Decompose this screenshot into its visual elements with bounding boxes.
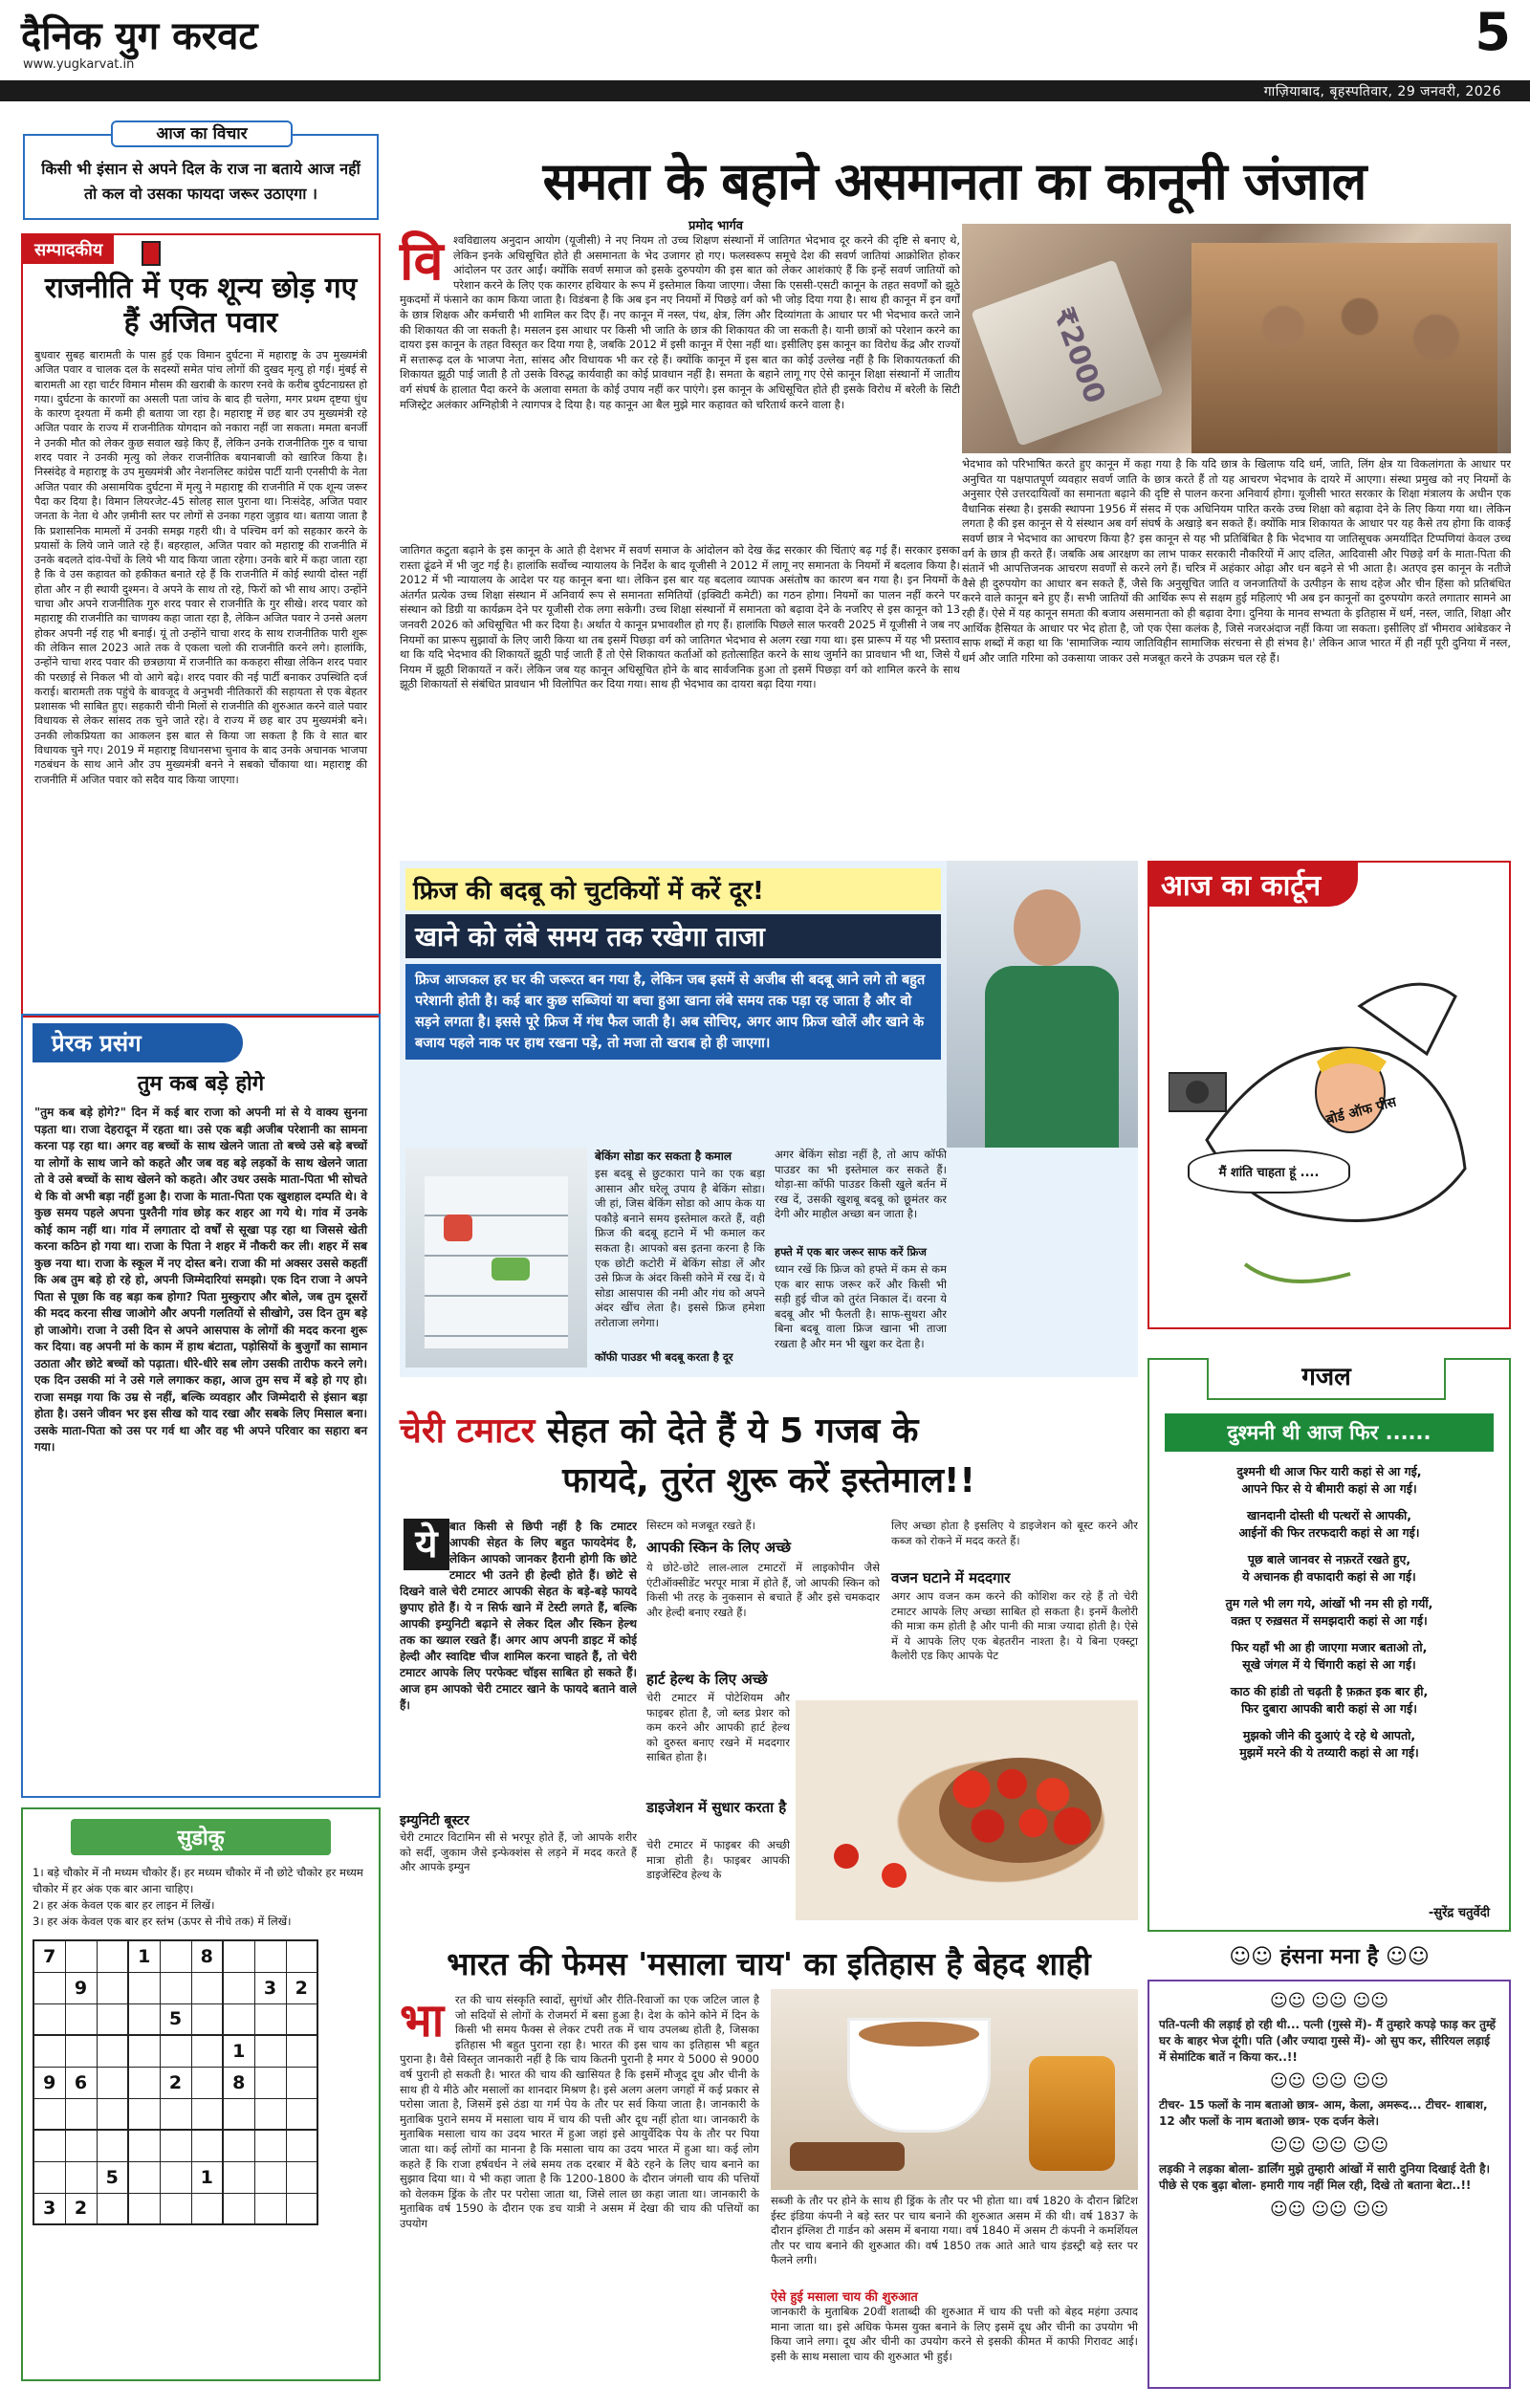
chai-col-2: सब्जी के तौर पर होने के साथ ही ड्रिंक के तौर पर भी होता था। वर्ष 1820 के दौरान ब्रिटिश ईस्ट इंडिया कंपनी ने बड़े स्तर पर चाय बनाने की शुरुआत असम में की थी। वर्ष 1837 के दौरान इंग्लिश टी गार्डन को असम में बनाया गया। वर्ष 1840 में असम टी कंपनी ने कमर्शियल तौर पर चाय बनाने की शुरुआत की। वर्ष 1850 तक आते आते चाय इंडस्ट्री बड़े स्तर पर फैलने लगी। bbox=[771, 2194, 1138, 2267]
sudoku-cell[interactable]: 1 bbox=[191, 2161, 223, 2193]
dove-wing bbox=[1360, 984, 1455, 1054]
sudoku-cell[interactable] bbox=[128, 2161, 160, 2193]
sudoku-cell[interactable]: 5 bbox=[97, 2161, 128, 2193]
fridge-sub-1: बेकिंग सोडा कर सकता है कमाल bbox=[595, 1149, 732, 1163]
sudoku-cell[interactable] bbox=[97, 2003, 128, 2035]
sudoku-cell[interactable] bbox=[286, 2161, 317, 2193]
main-headline: समता के बहाने असमानता का कानूनी जंजाल bbox=[542, 151, 1366, 211]
fridge-col-2: अगर बेकिंग सोडा नहीं है, तो आप कॉफी पाउडर का भी इस्तेमाल कर सकते हैं। थोड़ा-सा कॉफी पाउडर किसी खुले बर्तन में रख दें, उसकी खुशबू बदबू को छूमंतर कर देगी और माहौल अच्छा बन जाता है। bbox=[775, 1148, 947, 1221]
sudoku-cell[interactable] bbox=[160, 2098, 191, 2130]
sudoku-cell[interactable] bbox=[223, 2003, 254, 2035]
sudoku-cell[interactable] bbox=[128, 2193, 160, 2224]
ghazal-line: फिर यहाँ भी आ ही जाएगा मजार बताओ तो, bbox=[1231, 1640, 1428, 1654]
editorial-body: बुधवार सुबह बारामती के पास हुई एक विमान दुर्घटना में महाराष्ट्र के उप मुख्यमंत्री अजित पवार व चालक दल के सदस्यों समेत पांच लोगों की दुखद मृत्यु हो गई। मुंबई से बारामती आ रहा चार्टर विमान मौसम की खराबी के कारण रनवे के करीब दुर्घटनाग्रस्त हो गया। दुर्घटना के कारणों का असली पता जांच के बाद ही चलेगा, मगर प्रथम दृष्टया धुंध के कारण दृश्यता में कमी ही बताया जा रहा है। महाराष्ट्र में छह बार उप मुख्यमंत्री रहे अजित पवार के राज्य में राजनीतिक योगदान को नकारा नहीं जा सकता। ममता बनर्जी ने उनकी मौत को लेकर कुछ सवाल खड़े किए हैं, लेकिन उनके राजनीतिक गुरु व चाचा शरद पवार ने उनकी मृत्यु को लेकर राजनीतिक बयानबाजी को खारिज किया है। निस्संदेह वे महाराष्ट्र के उप मुख्यमंत्री और नेशनलिस्ट कांग्रेस पार्टी यानी एनसीपी के नेता अजित पवार की असामयिक दुर्घटना में मृत्यु ने महाराष्ट्र की राजनीति में एक शून्य जरूर पैदा कर दिया है। विमान लियरजेट-45 सोलह साल पुराना था। निःसंदेह, अजित पवार जनता के नेता थे और ज़मीनी स्तर पर लोगों से उनका गहरा जुड़ाव था। बताया जाता है कि प्रशासनिक मामलों में उनकी समझ गहरी थी। वे पश्चिम वर्ग को सहकार करने के प्रयासों के लिये जाने जाते रहे हैं। बहरहाल, अजित पवार को महाराष्ट्र की राजनीति में उनके बदलते दांव-पेचों के लिये भी याद किया जाता रहेगा। उनके बारे में कहा जाता रहा है कि वे उस कहावत को हकीकत बनाते रहे हैं कि राजनीति में कोई स्थायी दोस्त नहीं होता और न ही स्थायी दुश्मन। वे अपने के साथ तो रहे, फिरों को भी साथ आए। उन्होंने चाचा और अपने राजनीतिक गुरु शरद पवार से राजनीति के गुर सीखे। शरद पवार को महाराष्ट्र की राजनीति का चाणक्य कहा जाता रहा है, लेकिन अजित पवार ने उनसे अलग होकर अपनी नई राह भी बनाई। यूं तो उन्होंने चाचा शरद के साथ राजनीतिक पारी शुरू की लेकिन साल 2023 आते तक वे एकला चलो की राजनीति करने लगे। हालांकि, उन्होंने चाचा शरद पवार की छत्रछाया में राजनीति का ककहरा सीखा लेकिन शरद पवार की परछाई से निकल भी वो आगे बढ़े। शरद पवार की नई पार्टी बनाकर उपस्थिति दर्ज कराई। बारामती तक पहुंचे के बावजूद वे अनुभवी नीतिकारों की सहायता से एक बेहतर प्रशासक भी साबित हुए। सहकारी चीनी मिलों से राजनीति की शुरुआत करने वाले पवार विधायक से लेकर सांसद तक चुने जाते रहे। वे राज्य में छह बार उप मुख्यमंत्री बने। उनकी लोकप्रियता का आकलन इस बात से किया जा सकता है कि वे सात बार विधायक चुने गए। 2019 में महाराष्ट्र विधानसभा चुनाव के बाद उनके अचानक भाजपा गठबंधन के साथ आने और उप मुख्यमंत्री बनने ने सबको चौंकाया था। महाराष्ट्र की राजनीति में अजित पवार को सदैव याद किया जाएगा। bbox=[34, 349, 367, 786]
cartoon-drawing bbox=[1169, 949, 1494, 1312]
sudoku-cell[interactable] bbox=[65, 2098, 97, 2130]
dateline-bar bbox=[0, 80, 1530, 101]
cherry-sub-4: डाइजेशन में सुधार करता है bbox=[646, 1799, 787, 1816]
sudoku-cell[interactable] bbox=[33, 2161, 65, 2193]
cherry-headline-red: चेरी टमाटर bbox=[400, 1412, 536, 1451]
fridge-article bbox=[400, 861, 1138, 1377]
editorial-icon bbox=[142, 241, 161, 266]
prerak-box bbox=[21, 1014, 381, 1798]
ghazal-line bbox=[1159, 1630, 1499, 1639]
fridge-col-1: इस बदबू से छुटकारा पाने का एक बड़ा आसान और घरेलू उपाय है बेकिंग सोडा। जी हां, जिस बेकिंग सोडा को आप केक या पकौड़े बनाने समय इस्तेमाल करते हैं, वही फ्रिज की बदबू हटाने में भी कमाल कर सकता है। आपको बस इतना करना है कि एक छोटी कटोरी में बेकिंग सोडा लें और उसे फ्रिज के अंदर किसी कोने में रख दें। ये सोडा आसपास की नमी और गंध को अपने अंदर खींच लेता है। इससे फ्रिज हमेशा तरोताजा लगेगा। bbox=[595, 1167, 765, 1329]
sudoku-cell[interactable]: 8 bbox=[223, 2067, 254, 2098]
sudoku-cell[interactable] bbox=[191, 2035, 223, 2067]
ghazal-line: वक़्त ए रुख़सत में समझदारी कहां से आ गई। bbox=[1231, 1613, 1428, 1628]
editorial-title: राजनीति में एक शून्य छोड़ गए हैं अजित पवार bbox=[44, 272, 358, 339]
ghazal-line: तुम गले भी लग गये, आंखों भी नम सी हो गयीं, bbox=[1225, 1596, 1433, 1610]
sudoku-cell[interactable]: 2 bbox=[286, 1972, 317, 2003]
sudoku-cell[interactable] bbox=[286, 2067, 317, 2098]
sudoku-row bbox=[33, 2035, 317, 2067]
sudoku-cell[interactable] bbox=[33, 1972, 65, 2003]
cherry-headline-black: सेहत को देते हैं ये 5 गजब के bbox=[546, 1412, 919, 1451]
ghazal-line: सूखे जंगल में ये चिंगारी कहां से आ गई। bbox=[1242, 1657, 1416, 1672]
cherry-col-1b: चेरी टमाटर विटामिन सी से भरपूर होते हैं, जो आपके शरीर को सर्दी, जुकाम जैसे इन्फेक्शंस से लड़ने में मदद करते हैं और आपके इम्युन bbox=[400, 1830, 637, 1874]
sudoku-rules bbox=[33, 1865, 369, 1930]
sudoku-cell[interactable] bbox=[191, 2098, 223, 2130]
ghazal-label: गजल bbox=[1207, 1358, 1446, 1400]
bird-label: बोर्ड ऑफ पीस bbox=[1324, 1094, 1398, 1128]
main-col-2: जातिगत कटुता बढ़ाने के इस कानून के आते ही देशभर में सवर्ण समाज के आंदोलन को देख केंद्र सरकार की चिंताएं बढ़ गई हैं। सरकार इसका रास्ता ढूंढने में भी जुट गई है। हालांकि सर्वोच्च न्यायालय के निर्देश के बाद यूजीसी ने 2012 में लागू नए समानता के नियमों में बदलाव किया है। 2012 में भी न्यायालय के आदेश पर यह कानून बना था। लेकिन इस बार यह बदलाव व्यापक असंतोष का कारण बन गया है। इन नियमों के अंतर्गत प्रत्येक उच्च शिक्षा संस्थान में अनिवार्य रूप से समानता समितियों (इक्विटी कमेटी) का गठन होगा। नियमों का पालन नहीं करने पर संस्थान को डिग्री या कार्यक्रम देने पर यूजीसी रोक लगा सकेगी। उच्च शिक्षा संस्थानों में समानता को बढ़ावा देने के नजरिए से इस कानून को 13 जनवरी 2026 को अधिसूचित भी कर दिया है। अर्थात ये कानून प्रभावशील हो गए हैं। हालांकि पिछले साल फरवरी 2025 में यूजीसी ने जब नए नियमों का प्रारूप सुझावों के लिए जारी किया था तब इसमें पिछड़ा वर्ग को जातिगत भेदभाव से अलग रखा गया था। इस प्रारूप में यह भी प्रस्ताव था कि यदि भेदभाव की शिकायतें झूठी पाई जाती हैं तो ऐसे शिकायत कर्ताओं को हतोत्साहित करने के साथ जुर्माने का प्रावधान भी था, जिसे ये नियम में झूठी शिकायतें न करें। लेकिन जब यह कानून अधिसूचित होने के बाद सार्वजनिक हुआ तो इसमें पिछड़ा वर्ग को शामिल करने के साथ झूठी शिकायतों से संबंधित प्रावधान भी विलोपित कर दिया गया। साथ ही भेदभाव का दायरा बढ़ा दिया गया। bbox=[400, 543, 960, 691]
ghazal-line: पूछ बाले जानवर से नफ़रतें रखते हुए, bbox=[1247, 1552, 1411, 1566]
sudoku-cell[interactable] bbox=[286, 2130, 317, 2161]
sudoku-cell[interactable]: 2 bbox=[65, 2193, 97, 2224]
sudoku-cell[interactable] bbox=[286, 1940, 317, 1972]
sudoku-cell[interactable]: 1 bbox=[223, 2035, 254, 2067]
ghazal-title: दुश्मनी थी आज फिर ...... bbox=[1165, 1413, 1494, 1452]
editorial-box bbox=[21, 233, 381, 1018]
sudoku-cell[interactable] bbox=[97, 2193, 128, 2224]
fridge-woman-photo bbox=[947, 861, 1138, 1148]
sudoku-row bbox=[33, 2003, 317, 2035]
sudoku-rule: 3। हर अंक केवल एक बार हर स्तंभ (ऊपर से नीचे तक) में लिखें। bbox=[33, 1915, 292, 1928]
chai-sub-1: ऐसे हुई मसाला चाय की शुरुआत bbox=[771, 2290, 918, 2305]
cherry-tomato-photo bbox=[796, 1700, 1138, 1920]
ghazal-author: -सुरेंद्र चतुर्वेदी bbox=[1428, 1906, 1490, 1920]
main-col-1 bbox=[400, 230, 960, 539]
sudoku-cell[interactable] bbox=[65, 2130, 97, 2161]
fridge-sub-2: कॉफी पाउडर भी बदबू करता है दूर bbox=[595, 1350, 733, 1364]
fridge-headline-1: फ्रिज की बदबू को चुटकियों में करें दूर! bbox=[405, 868, 941, 910]
sudoku-cell[interactable] bbox=[223, 2193, 254, 2224]
sudoku-box bbox=[21, 1807, 381, 2381]
sudoku-cell[interactable] bbox=[97, 1972, 128, 2003]
chai-dropcap: भा bbox=[400, 1994, 445, 2047]
ghazal-line: आईनों की फिर तरफदारी कहां से आ गई। bbox=[1238, 1525, 1420, 1540]
cherry-article bbox=[400, 1396, 1138, 1932]
sudoku-row bbox=[33, 2130, 317, 2161]
chai-col-1-text: रत की चाय संस्कृति स्वादों, सुगंधों और रीति-रिवाजों का एक जटिल जाल है जो सदियों से लोगों के रोजमर्रा में बसा हुआ है। देश के कोने कोने में दिन के किसी भी समय फैक्स से लेकर टपरी तक में चाय उपलब्ध होती है, जिसका इतिहास भी बहुत पुराना रहा है। भारत की इस चाय का इतिहास भी बहुत पुराना है। वैसे विस्तृत जानकारी नहीं है कि चाय कितनी पुरानी है मगर ये 5000 से 9000 वर्ष पुरानी हो सकती है। भारत की चाय की खासियत है कि इसमें मौजूद दूध और चीनी के साथ ही ये मीठे और मसालों का शानदार मिश्रण है। इसे अलग अलग जगहों में कई प्रकार से परोसा जाता है, जिसमें इसे ठंडा या गर्म पेय के तौर पर सर्व किया जाता है। जानकारी के मुताबिक पुराने समय में मसाला चाय में चाय की पत्ती और दूध नहीं होता था। जानकारी के मुताबिक मसाला चाय का उदय भारत में हुआ जहां इसे आयुर्वेदिक पेय के तौर पर पिया जाता था। कई लोगों का मानना है कि मसाला चाय का उदय भारत में हुआ था। कई लोग कहते हैं कि राजा हर्षवर्धन ने लंबे समय तक दरबार में बैठे रहने के लिए चाय बनाने का सुझाव दिया था। ये भी कहा जाता है कि 1200-1800 के दौरान जंगली चाय की पत्तियों को वेलकम ड्रिंक के तौर पर परोसा जाता था, जिसे लाल छा कहा जाता था। जानकारी के मुताबिक वर्ष 1590 के दौरान एक डच यात्री ने असम में देखा की चाय की पत्तियों का उपयोग bbox=[400, 1993, 759, 2230]
sudoku-cell[interactable] bbox=[128, 2130, 160, 2161]
sudoku-cell[interactable] bbox=[65, 2035, 97, 2067]
sudoku-cell[interactable] bbox=[33, 2003, 65, 2035]
prerak-label: प्रेरक प्रसंग bbox=[33, 1023, 243, 1062]
sudoku-cell[interactable] bbox=[128, 2098, 160, 2130]
sudoku-cell[interactable] bbox=[286, 2098, 317, 2130]
main-photo bbox=[962, 224, 1511, 453]
fridge-vegetables bbox=[492, 1258, 530, 1281]
prerak-title: तुम कब बड़े होगे bbox=[137, 1072, 265, 1096]
sudoku-cell[interactable]: 9 bbox=[65, 1972, 97, 2003]
sudoku-cell[interactable] bbox=[160, 2161, 191, 2193]
cherry-sub-3: हार्ट हेल्थ के लिए अच्छे bbox=[646, 1671, 768, 1688]
dateline: गाज़ियाबाद, बृहस्पतिवार, 29 जनवरी, 2026 bbox=[1263, 84, 1501, 99]
note-value: ₹2000 bbox=[1045, 302, 1112, 408]
jokes-faces: ☺☺ ☺☺ ☺☺ bbox=[1269, 2135, 1389, 2156]
sudoku-rule: 1। बड़े चौकोर में नौ मध्यम चौकोर हैं। हर मध्यम चौकोर में नौ छोटे चौकोर हर मध्यम चौकोर में हर अंक एक बार आना चाहिए। bbox=[33, 1866, 363, 1895]
ghazal-line: काठ की हांडी तो चढ़ती है फ़क़त इक बार ही, bbox=[1230, 1684, 1429, 1698]
chai-article bbox=[400, 1941, 1138, 2391]
sudoku-cell[interactable] bbox=[160, 2035, 191, 2067]
smiley-icon: ☺☺ bbox=[1229, 1945, 1274, 1969]
sudoku-cell[interactable] bbox=[286, 2193, 317, 2224]
prerak-body: "तुम कब बड़े होगे?" दिन में कई बार राजा को अपनी मां से ये वाक्य सुनना पड़ता था। राजा देहरादून में रहता था। उसे एक बड़ी अजीब परेशानी का सामना करना पड़ रहा था। अगर वह बच्चों के साथ खेलने जाता तो बच्चे उसे बड़े बच्चों या लोगों के साथ जाने को कहते और जब वह बड़े लड़कों के साथ खेलने जाता तो वे उसे बच्चों के साथ खेलने को कहते। और उधर उसके माता-पिता भी सोचते थे कि वो अभी बड़ा नहीं हुआ है। राजा के माता-पिता एक खुशहाल दम्पति थे। वे कुछ समय पहले अपना पुश्तैनी गांव छोड़ कर शहर आ गये थे। गांव में उनके कोई काम नहीं था। गांव में लगातार दो वर्षों से सूखा पड़ रहा था जिससे खेती करना कठिन हो गया था। राजा के पिता ने शहर में नौकरी कर ली। शहर में सब कुछ नया था। राजा के स्कूल में नए दोस्त बने। राजा की मां अक्सर उससे कहतीं कि अब तुम बड़े हो रहे हो, अपनी जिम्मेदारियां समझो। एक दिन राजा ने अपने पिता से पूछा कि वह बड़ा कब होगा? पिता मुस्कुराए और बोले, जब तुम दूसरों की मदद करना सीख जाओगे और अपनी गलतियों से सीखोगे, उस दिन तुम बड़े हो जाओगे। राजा ने उसी दिन से अपने आसपास के लोगों की मदद करना शुरू कर दिया। वह अपनी मां के काम में हाथ बंटाता, पड़ोसियों के बुजुर्गों का सामान उठाता और छोटे बच्चों को पढ़ाता। धीरे-धीरे सब लोग उसकी तारीफ करने लगे। एक दिन उसकी मां ने उसे गले लगाकर कहा, आज तुम सच में बड़े हो गए हो। राजा समझ गया कि उम्र से नहीं, बल्कि व्यवहार और जिम्मेदारी से इंसान बड़ा होता है। उसने जीवन भर इस सीख को याद रखा और सबके लिए मिसाल बना। उसके माता-पिता को उस पर गर्व था और वह भी अपने परिवार का सहारा बन गया। bbox=[34, 1105, 367, 1454]
sudoku-cell[interactable] bbox=[223, 2098, 254, 2130]
sudoku-cell[interactable]: 9 bbox=[33, 2067, 65, 2098]
main-col-3: भेदभाव को परिभाषित करते हुए कानून में कहा गया है कि यदि छात्र के खिलाफ यदि धर्म, जाति, लिंग क्षेत्र या विकलांगता के आधार पर अनुचित या पक्षपातपूर्ण व्यवहार सवर्ण जाति के छात्र करते हैं तो यह आचरण भेदभाव के दायरे में आएगा। संस्था प्रमुख को नए नियमों के अनुसार ऐसे उत्तरदायित्वों का समानता बढ़ाने की दृष्टि से पालन करना अनिवार्य होगा। यूजीसी भारत सरकार के शिक्षा मंत्रालय के अधीन एक वैधानिक संस्था है। इसकी स्थापना 1956 में संसद में एक अधिनियम पारित करके उच्च शिक्षा को बढ़ावा देने के लिए किया गया था। लेकिन लगता है की इस कानून से ये संस्थान अब वर्ग संघर्ष के अखाड़े बन सकते हैं। क्योंकि मात्र शिकायत के आधार पर यह कैसे तय होगा कि वाकई सवर्ण छात्र ने भेदभाव का आचरण किया है? इस कानून से यह भी प्रतिबिंबित है कि भेदभाव या जातिसूचक अमर्यादित टिप्पणियां केवल उच्च वर्ग के छात्र ही करते हैं। जबकि अब आरक्षण का लाभ पाकर सरकारी नौकरियों में आए दलित, आदिवासी और पिछड़े वर्ग के माता-पिता की संतानें भी आपत्तिजनक आचरण सवर्णों से करने लगे हैं। चरित्र में अहंकार ओढ़ा और धन बढ़ने से भी आता है। अतएव इस कानून के नतीजे वैसे ही दुरुपयोग का आधार बन सकते हैं, जैसे कि अनुसूचित जाति व जनजातियों के उत्पीड़न के साथ दहेज और चीन हिंसा को प्रतिबंधित करने वाले कानून बने हुए हैं। सभी जातियों की आर्थिक रूप से सक्षम हुई महिलाएं भी अब इन कानूनों का दुरुपयोग करते लगातार सामने आ रही हैं। ऐसे में यह कानून समता की बजाय असमानता को ही बढ़ावा देगा। दुनिया के मानव सभ्यता के इतिहास में धर्म, नस्ल, जाति, शिक्षा और आर्थिक हैसियत के आधार पर भेद होता है, जो एक ऐसा कलंक है, जिसे नजरअंदाज नहीं किया जा सकता। इसीलिए डॉ भीमराव आंबेडकर ने साफ शब्दों में कहा था कि 'सामाजिक न्याय जातिविहीन सामाजिक संरचना से ही संभव है।' लेकिन आज भारत में ही नहीं पूरी दुनिया में नस्ल, धर्म और जाति गरिमा को उकसाया जाकर उसे मजबूत करने के उपक्रम चल रहे हैं। bbox=[962, 457, 1511, 665]
open-fridge-photo bbox=[405, 1148, 587, 1368]
sudoku-cell[interactable] bbox=[223, 2161, 254, 2193]
chai-col-2b: जानकारी के मुताबिक 20वीं शताब्दी की शुरुआत में चाय की पत्ती को बेहद महंगा उत्पाद माना जाता था। इसे अधिक फेमस युक्त बनाने के लिए इसमें दूध और चीनी का उपयोग भी किया जाने लगा। दूध और चीनी का उपयोग करने से इसकी कीमत में काफी गिरावट आई। इसी के साथ मसाला चाय की शुरुआत भी हुई। bbox=[771, 2305, 1138, 2363]
sudoku-row bbox=[33, 2161, 317, 2193]
sudoku-cell[interactable] bbox=[65, 1940, 97, 1972]
woman-face bbox=[1014, 889, 1081, 966]
cherry-sub-2: आपकी स्किन के लिए अच्छे bbox=[646, 1539, 792, 1556]
sudoku-cell[interactable]: 1 bbox=[128, 1940, 160, 1972]
sudoku-cell[interactable] bbox=[128, 2035, 160, 2067]
thought-box bbox=[23, 124, 379, 220]
sudoku-cell[interactable] bbox=[254, 1940, 286, 1972]
sudoku-cell[interactable] bbox=[286, 2035, 317, 2067]
fridge-col-3: ध्यान रखें कि फ्रिज को हफ्ते में कम से कम एक बार साफ जरूर करें और किसी भी सड़ी हुई चीज को तुरंत निकाल दें। वरना ये बदबू और भी फैलती है। साफ-सुथरा और बिना बदबू वाला फ्रिज खाना भी ताजा रखता है और मन भी खुश कर देता है। bbox=[775, 1262, 947, 1350]
fridge-sub-3: हफ्ते में एक बार जरूर साफ करें फ्रिज bbox=[775, 1245, 927, 1259]
ghazal-line bbox=[1159, 1586, 1499, 1595]
smiley-icon: ☺☺ bbox=[1385, 1945, 1430, 1969]
sudoku-cell[interactable]: 8 bbox=[191, 1940, 223, 1972]
speech-bubble: मैं शांति चाहता हूं .... bbox=[1188, 1149, 1350, 1193]
sudoku-cell[interactable] bbox=[128, 2003, 160, 2035]
ghazal-line bbox=[1159, 1498, 1499, 1507]
cherry-col-1-text: बात किसी से छिपी नहीं है कि टमाटर आपकी सेहत के लिए बहुत फायदेमंद है, लेकिन आपको जानकर हैरानी होगी कि छोटे टमाटर भी उतने ही हेल्दी होते हैं। छोटे से दिखने वाले चेरी टमाटर आपकी सेहत के बड़े-बड़े फायदे छुपाए होते हैं। ये न सिर्फ खाने में टेस्टी लगते हैं, बल्कि आपकी इम्युनिटी बढ़ाने से लेकर दिल और स्किन हेल्थ तक का ख्याल रखते हैं। अगर आप अपनी डाइट में कोई हेल्दी और स्वादिष्ट चीज शामिल करना चाहते हैं, तो चेरी टमाटर आपके लिए परफेक्ट चॉइस साबित हो सकते हैं। आज हम आपको चेरी टमाटर खाने के फायदे बताने वाले हैं। bbox=[400, 1520, 637, 1712]
sudoku-cell[interactable] bbox=[97, 2035, 128, 2067]
jokes-panel bbox=[1148, 1980, 1511, 2389]
crowd-photo bbox=[1191, 243, 1497, 453]
cherry-col-2: ये छोटे-छोटे लाल-लाल टमाटरों में लाइकोपीन जैसे एंटीऑक्सीडेंट भरपूर मात्रा में होते हैं, जो आपकी स्किन को किसी भी तरह के नुकसान से बचाते हैं और इसे चमकदार और हेल्दी बनाए रखते हैं। bbox=[646, 1561, 880, 1619]
jokes-faces: ☺☺ ☺☺ ☺☺ bbox=[1269, 2071, 1389, 2091]
sudoku-cell[interactable] bbox=[33, 2130, 65, 2161]
tea-surface bbox=[859, 2022, 979, 2047]
sudoku-grid[interactable] bbox=[33, 1939, 318, 2225]
sudoku-cell[interactable] bbox=[191, 2130, 223, 2161]
jokes-label-text: हंसना मना है bbox=[1279, 1945, 1379, 1969]
sudoku-row bbox=[33, 1972, 317, 2003]
tomato-bowl bbox=[939, 1758, 1102, 1863]
sudoku-cell[interactable] bbox=[254, 2130, 286, 2161]
cinnamon-sticks bbox=[790, 2142, 905, 2171]
loose-tomato bbox=[834, 1844, 859, 1869]
sudoku-cell[interactable]: 7 bbox=[33, 1940, 65, 1972]
fridge-intro: फ्रिज आजकल हर घर की जरूरत बन गया है, लेकिन जब इसमें से अजीब सी बदबू आने लगे तो बहुत परेशानी होती है। कई बार कुछ सब्जियां या बचा हुआ खाना लंबे समय तक पड़ा रह जाता है और वो सड़ने लगता है। इससे पूरे फ्रिज में गंध फैल जाती है। अब सोचिए, अगर आप फ्रिज खोलें और खाने के बजाय पहले नाक पर हाथ रखना पड़े, तो मजा तो खराब हो ही जाएगा। bbox=[405, 964, 941, 1060]
sudoku-cell[interactable] bbox=[33, 2035, 65, 2067]
thought-label: आज का विचार bbox=[111, 120, 293, 147]
sudoku-cell[interactable] bbox=[191, 1972, 223, 2003]
olive-branch-icon bbox=[1245, 1264, 1350, 1281]
loose-tomato bbox=[882, 1863, 907, 1888]
chai-col-1 bbox=[400, 1993, 759, 2385]
sudoku-cell[interactable] bbox=[254, 2067, 286, 2098]
sudoku-cell[interactable] bbox=[128, 2067, 160, 2098]
thought-text: किसी भी इंसान से अपने दिल के राज ना बताये आज नहीं तो कल वो उसका फायदा जरूर उठाएगा । bbox=[41, 160, 361, 203]
sudoku-cell[interactable] bbox=[254, 2193, 286, 2224]
sudoku-cell[interactable] bbox=[223, 2130, 254, 2161]
website-url[interactable]: www.yugkarvat.in bbox=[23, 57, 135, 72]
cartoon-box bbox=[1148, 861, 1511, 1329]
sudoku-cell[interactable] bbox=[128, 1972, 160, 2003]
sudoku-cell[interactable] bbox=[65, 2003, 97, 2035]
joke-item: पति-पत्नी की लड़ाई हो रही थी... पत्नी (गुस्से में)- मैं तुम्हारे कपड़े फाड़ कर तुम्हें घर के बाहर भेज दूंगी। पति (और ज्यादा गुस्से में)- ओ सुप कर, सीरियल लड़ाई में सेमांटिक बातें न किया कर..!! bbox=[1159, 2018, 1496, 2064]
cherry-col-1 bbox=[400, 1519, 637, 1806]
ghazal-line bbox=[1159, 1674, 1499, 1683]
cherry-col-2a: सिस्टम को मजबूत रखते हैं। bbox=[646, 1519, 755, 1532]
cartoon-label: आज का कार्टून bbox=[1148, 861, 1358, 907]
ghazal-line bbox=[1159, 1718, 1499, 1727]
jokes-box bbox=[1148, 1941, 1511, 2389]
sudoku-cell[interactable] bbox=[160, 2130, 191, 2161]
sudoku-cell[interactable] bbox=[160, 1972, 191, 2003]
sudoku-cell[interactable] bbox=[97, 2130, 128, 2161]
cherry-col-3a: लिए अच्छा होता है इसलिए ये डाइजेशन को बूस्ट करने और कब्ज को रोकने में मदद करते हैं। bbox=[891, 1519, 1138, 1547]
sudoku-cell[interactable]: 5 bbox=[160, 2003, 191, 2035]
sudoku-cell[interactable] bbox=[254, 2161, 286, 2193]
ghazal-line: मुझमें मरने की ये तय्यारी कहां से आ गई। bbox=[1239, 1745, 1419, 1760]
sudoku-cell[interactable]: 6 bbox=[65, 2067, 97, 2098]
cherry-sub-1: इम्युनिटी बूस्टर bbox=[400, 1813, 470, 1828]
sudoku-cell[interactable] bbox=[33, 2098, 65, 2130]
cherry-headline-2: फायदे, तुरंत शुरू करें इस्तेमाल!! bbox=[562, 1461, 975, 1500]
sudoku-cell[interactable] bbox=[191, 2193, 223, 2224]
joke-item: लड़की ने लड़का बोला- डार्लिंग मुझे तुम्हारी आंखों में सारी दुनिया दिखाई देती है। पीछे से एक बुढ़ा बोला- हमारी गाय नहीं मिल रही, दिखे तो बताना बेटा..!! bbox=[1159, 2162, 1490, 2192]
sudoku-cell[interactable] bbox=[65, 2161, 97, 2193]
ghazal-line: ये अचानक ही वफादारी कहां से आ गई। bbox=[1242, 1569, 1416, 1584]
honey-jar bbox=[1029, 2056, 1115, 2171]
main-col-1-text: श्वविद्यालय अनुदान आयोग (यूजीसी) ने नए नियम तो उच्च शिक्षण संस्थानों में जातिगत भेदभाव दूर करने की दृष्टि से बनाए थे, लेकिन इनके अधिसूचित होते ही असमानता के भेद उजागर हो गए। फलस्वरूप समूचे देश की सवर्ण जातियां आक्रोशित होकर आंदोलन पर उतर आईं। क्योंकि सवर्ण समाज को इसके दुरुपयोग की इस बात को लेकर आशंकाएं हैं कि इन्हें सवर्ण जातियों को परेशान करने के लिए एक कारगर हथियार के रूप में इस्तेमाल किया जाएगा। जैसा कि एससी-एसटी कानून के तहत सवर्णों को झूठे मुकदमों में फंसाने का काम किया जाता है। विडंबना है कि अब इन नए नियमों में पिछड़े वर्ग को भी जोड़ दिया गया है। साथ ही कानून में इन वर्गों के छात्र शिक्षक और कर्मचारी भी शामिल कर दिए हैं। नए कानून में नस्ल, पंथ, क्षेत्र, लिंग और दिव्यांगता के आधार पर भी भेदभाव करते जाने की शिकायत की जा सकती है। मसलन इस आधार पर किसी भी जाति के छात्र की शिकायत की जा सकती है। यानी छात्रों को परेशान करने का दायरा इस कानून के तहत विस्तृत कर दिया गया है, जबकि 2012 में इसी कानून में ऐसा नहीं था। इसीलिए इस कानून का विरोध केंद्र और राज्यों में सत्तारूढ़ दल के भाजपा नेता, सांसद और विधायक भी कर रहे हैं। क्योंकि कानून में इस बात का कोई उल्लेख नहीं है कि शिकायतकर्ता की शिकायत झूठी पाई जाती है तो उसके विरुद्ध कार्यवाही का कोई प्रावधान नहीं है। समता के बहाने लागू गए ऐसे कानून शिक्षा संस्थानों में जातीय वर्ग संघर्ष के हालात पैदा करने के अलावा समता के कोई उपाय नहीं कर पाएंगे। इस कानून के अधिसूचित होते ही इसके विरोध में बरेली के सिटी मजिस्ट्रेट अलंकार अग्निहोत्री ने त्यागपत्र दे दिया है। यह कानून आ बैल मुझे मार कहावत को चरितार्थ करने वाला है। bbox=[400, 233, 960, 411]
sudoku-cell[interactable]: 3 bbox=[33, 2193, 65, 2224]
cherry-col-2b: चेरी टमाटर में पोटेशियम और फाइबर होता है, जो ब्लड प्रेशर को कम करने और आपकी हार्ट हेल्थ को दुरुस्त बनाए रखने में मददगार साबित होता है। bbox=[646, 1691, 790, 1764]
camera-lens bbox=[1186, 1081, 1209, 1104]
sudoku-cell[interactable] bbox=[223, 1972, 254, 2003]
sudoku-cell[interactable] bbox=[254, 2035, 286, 2067]
sudoku-cell[interactable] bbox=[286, 2003, 317, 2035]
sudoku-cell[interactable]: 3 bbox=[254, 1972, 286, 2003]
sudoku-row bbox=[33, 2193, 317, 2224]
sudoku-cell[interactable] bbox=[160, 1940, 191, 1972]
sudoku-cell[interactable] bbox=[97, 2067, 128, 2098]
cherry-col-3: अगर आप वजन कम करने की कोशिश कर रहे हैं तो चेरी टमाटर आपके लिए अच्छा साबित हो सकता है। इनमें कैलोरी की मात्रा कम होती है और पानी की मात्रा ज्यादा होती है। ऐसे में ये आपके लिए एक बेहतरीन नाश्ता है। ये बिना एक्स्ट्रा कैलोरी एड किए आपके पेट bbox=[891, 1589, 1138, 1663]
sudoku-label: सुडोकू bbox=[71, 1819, 331, 1855]
cherry-sub-5: वजन घटाने में मददगार bbox=[891, 1569, 1011, 1587]
ghazal-line: दुश्मनी थी आज फिर यारी कहां से आ गई, bbox=[1236, 1464, 1422, 1478]
sudoku-cell[interactable] bbox=[254, 2003, 286, 2035]
ghazal-line bbox=[1159, 1542, 1499, 1551]
fridge-headline-2: खाने को लंबे समय तक रखेगा ताजा bbox=[405, 914, 941, 958]
ghazal-line: आपने फिर से ये बीमारी कहां से आ गई। bbox=[1241, 1481, 1417, 1496]
sudoku-cell[interactable] bbox=[191, 2003, 223, 2035]
sudoku-cell[interactable] bbox=[97, 2098, 128, 2130]
woman-apron bbox=[985, 966, 1119, 1148]
jokes-faces: ☺☺ ☺☺ ☺☺ bbox=[1269, 1991, 1389, 2011]
cherry-headline-1 bbox=[400, 1406, 1138, 1453]
ghazal-line: मुझको जीने की दुआएं दे रहे थे आपतो, bbox=[1242, 1728, 1416, 1742]
sudoku-cell[interactable] bbox=[160, 2193, 191, 2224]
page-number: 5 bbox=[1475, 2, 1511, 62]
newspaper-name: दैनिक युग करवट bbox=[21, 13, 258, 58]
fridge-food bbox=[444, 1215, 472, 1241]
sudoku-cell[interactable] bbox=[191, 2067, 223, 2098]
sudoku-row bbox=[33, 1940, 317, 1972]
ghazal-line: खानदानी दोस्ती थी पत्थरों से आपकी, bbox=[1247, 1508, 1411, 1522]
sudoku-cell[interactable] bbox=[254, 2098, 286, 2130]
editorial-label: सम्पादकीय bbox=[23, 235, 114, 264]
sudoku-rule: 2। हर अंक केवल एक बार हर लाइन में लिखें। bbox=[33, 1898, 215, 1912]
cherry-col-2c: चेरी टमाटर में फाइबर की अच्छी मात्रा होती है। फाइबर आपकी डाइजेस्टिव हेल्थ के bbox=[646, 1838, 790, 1882]
sudoku-row bbox=[33, 2098, 317, 2130]
chai-headline: भारत की फेमस 'मसाला चाय' का इतिहास है बेहद शाही bbox=[447, 1945, 1091, 1982]
main-dropcap: वि bbox=[400, 230, 444, 293]
jokes-faces: ☺☺ ☺☺ ☺☺ bbox=[1269, 2200, 1389, 2220]
sudoku-cell[interactable] bbox=[97, 1940, 128, 1972]
sudoku-cell[interactable] bbox=[223, 1940, 254, 1972]
sudoku-row bbox=[33, 2067, 317, 2098]
jokes-label bbox=[1148, 1941, 1511, 1976]
cherry-dropcap: ये bbox=[404, 1519, 449, 1570]
main-author: प्रमोद भार्गव bbox=[688, 219, 744, 233]
ghazal-box bbox=[1148, 1358, 1511, 1932]
ghazal-lines bbox=[1159, 1463, 1499, 1762]
ghazal-line: फिर दुबारा आपकी बारी कहां से आ गई। bbox=[1241, 1701, 1417, 1716]
joke-item: टीचर- 15 फलों के नाम बताओ छात्र- आम, केला, अमरूद... टीचर- शाबाश, 12 और फलों के नाम बताओ छात्र- एक दर्जन केले। bbox=[1159, 2098, 1488, 2128]
chai-photo bbox=[771, 1989, 1138, 2190]
sudoku-cell[interactable]: 2 bbox=[160, 2067, 191, 2098]
